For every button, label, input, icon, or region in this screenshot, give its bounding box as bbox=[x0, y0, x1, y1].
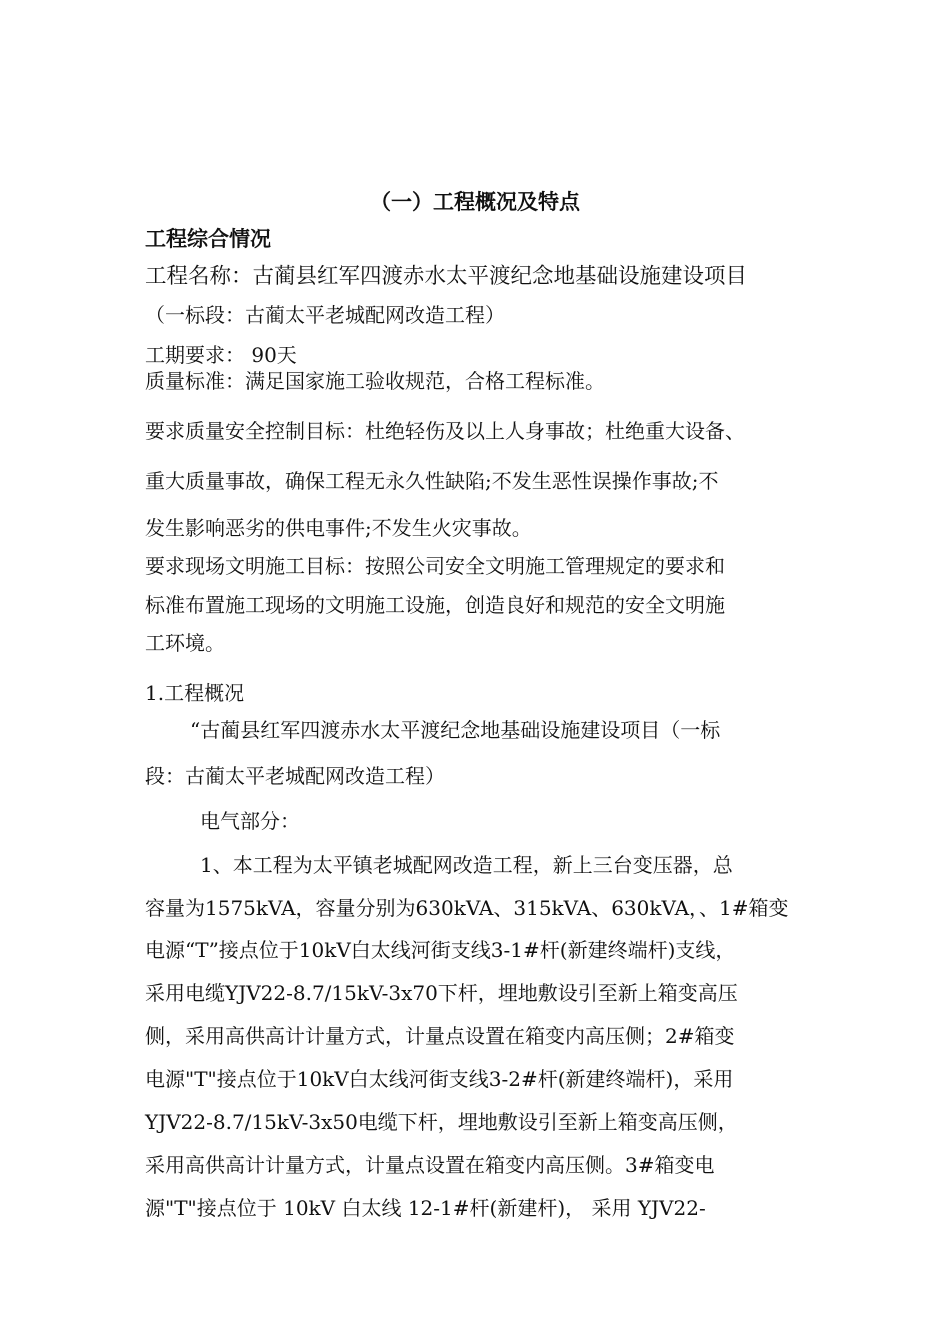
paragraph-line-8: 采用高供高计计量方式，计量点设置在箱变内高压侧。3#箱变电 bbox=[145, 1153, 715, 1177]
paragraph-line-1: 1、本工程为太平镇老城配网改造工程，新上三台变压器，总 bbox=[200, 853, 733, 877]
schedule-line: 工期要求： 90天 bbox=[145, 343, 297, 367]
safety-line-3: 发生影响恶劣的供电事件;不发生火灾事故。 bbox=[145, 516, 532, 540]
safety-line-2: 重大质量事故，确保工程无永久性缺陷;不发生恶性误操作事故;不 bbox=[145, 469, 719, 493]
overview-line-1: “古蔺县红军四渡赤水太平渡纪念地基础设施建设项目（一标 bbox=[190, 718, 721, 742]
overview-line-2: 段：古蔺太平老城配网改造工程） bbox=[145, 764, 445, 788]
civil-line-3: 工环境。 bbox=[145, 631, 225, 655]
paragraph-line-9: 源"T"接点位于 10kV 白太线 12-1#杆(新建杆)， 采用 YJV22- bbox=[145, 1196, 706, 1220]
paragraph-line-3: 电源“T”接点位于10kV白太线河街支线3-1#杆(新建终端杆)支线， bbox=[145, 938, 736, 962]
quality-line: 质量标准：满足国家施工验收规范，合格工程标准。 bbox=[145, 369, 605, 393]
safety-line-1: 要求质量安全控制目标：杜绝轻伤及以上人身事故；杜绝重大设备、 bbox=[145, 419, 745, 443]
civil-line-2: 标准布置施工现场的文明施工设施，创造良好和规范的安全文明施 bbox=[145, 593, 725, 617]
section-heading: 工程综合情况 bbox=[145, 227, 271, 251]
paragraph-line-4: 采用电缆YJV22-8.7/15kV-3x70下杆，埋地敷设引至新上箱变高压 bbox=[145, 981, 738, 1005]
civil-line-1: 要求现场文明施工目标：按照公司安全文明施工管理规定的要求和 bbox=[145, 554, 725, 578]
project-name-line-1: 工程名称：古蔺县红军四渡赤水太平渡纪念地基础设施建设项目 bbox=[145, 264, 748, 289]
paragraph-line-5: 侧，采用高供高计计量方式，计量点设置在箱变内高压侧；2#箱变 bbox=[145, 1024, 735, 1048]
section-1-title: 1.工程概况 bbox=[145, 681, 245, 705]
document-title: （一）工程概况及特点 bbox=[370, 190, 580, 214]
paragraph-line-7: YJV22-8.7/15kV-3x50电缆下杆，埋地敷设引至新上箱变高压侧， bbox=[145, 1110, 738, 1134]
project-name-line-2: （一标段：古蔺太平老城配网改造工程） bbox=[145, 303, 505, 327]
paragraph-line-6: 电源"T"接点位于10kV白太线河街支线3-2#杆(新建终端杆)，采用 bbox=[145, 1067, 734, 1091]
electrical-label: 电气部分： bbox=[200, 809, 300, 833]
paragraph-line-2: 容量为1575kVA，容量分别为630kVA、315kVA、630kVA，、1#箱变 bbox=[145, 896, 789, 920]
